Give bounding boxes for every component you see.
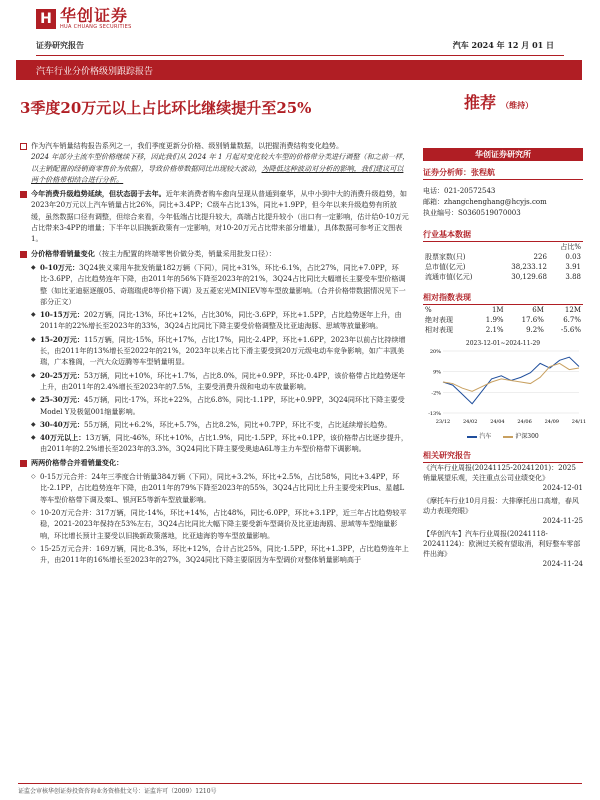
legend-label: 汽车 [479, 433, 492, 440]
analyst-title: 证券分析师：张程航 [423, 167, 583, 180]
table-cell [423, 242, 494, 252]
related-title: 相关研究报告 [423, 450, 583, 463]
series-banner: 汽车行业分价格级别跟踪报告 [16, 60, 582, 80]
table-cell: 1.9% [485, 316, 504, 324]
merged-text: 10-20万元合并：317万辆，同比-14%，环比+14%，占比48%，同比-6.0PP，环比+3.1PP，近三年占比趋势较平稳，2021-2023年保持在53%左右，3Q24占比同比大幅下降主要受新车型调价及比亚迪海鸥、思域等车型缩量影响，环比增长预计主要受以旧换新政策落地，比亚迪海豹等车型放量影响。 [40, 507, 407, 540]
report-title: 3季度20万元以上占比环比继续提升至25% [20, 99, 312, 117]
x-tick-label: 24/11 [571, 419, 587, 425]
table-row [423, 315, 583, 325]
performance-title: 相对指数表现 [423, 292, 583, 305]
price-tier-head: 分价格带看销量变化 [31, 248, 95, 258]
related-item[interactable]: 《汽车行业周报(20241125-20241201)：2025 销量展望乐观，关注重点公司业绩变化》 [423, 464, 576, 482]
table-cell: -5.6% [560, 326, 581, 334]
logo-cn: 华创证券 [60, 6, 129, 25]
table-cell: 3.88 [565, 273, 581, 281]
intro-text: 2024 年部分主流车型价格继续下移，因此我们从 2024 年 1 月起对变化较大车型的价格带分类进行调整（和之前一样，以主销配置的经销商零售价为依据），导致价格带数据同比出现较大波动， [31, 152, 410, 173]
tier-text: 202万辆，同比-13%，环比+12%，占比30%，同比-3.6PP，环比+1.5PP，占比趋势逐年上升，由2011年的22%增长至2023年的33%，3Q24占比同比下降主要受价格调整及比亚迪海豚、思域等放量影响。 [40, 310, 402, 331]
institute-banner: 华创证券研究所 [423, 148, 583, 161]
tier-head: 25-30万元： [40, 395, 84, 405]
table-cell: 0.03 [565, 253, 581, 261]
legend-swatch-icon [503, 436, 513, 438]
table-row [423, 325, 583, 335]
logo-text [60, 8, 132, 30]
tier-head: 30-40万元： [40, 419, 84, 429]
table-cell [494, 242, 549, 252]
merged-text: 0-15万元合并：24年三季度合计销量384万辆（下同），同比+3.2%，环比+2.5%，占比58%，同比+3.4PP，环比-2.1PP，占比趋势连年下降，由2011年的79%下降至2023年的55%，3Q24占比同比上升主要受宋Plus、星越L等车型价格带下调及秦L、银河E5等新车型放量影响。 [40, 472, 405, 504]
intro-paragraph-2 [31, 151, 410, 185]
related-date: 2024-12-01 [542, 484, 583, 492]
tier-item [18, 394, 410, 417]
legend-label: 沪深300 [515, 433, 539, 440]
merged-item [18, 543, 410, 566]
table-cell: 占比% [560, 243, 581, 251]
header-divider [36, 55, 564, 56]
related-item[interactable]: 【华创汽车】汽车行业周报(20241118-20241124)：欧洲过关税有望取消，利好整车零部件出海》 [423, 530, 581, 558]
upgrade-head: 今年消费升级趋势延续，但状态弱于去年。 [31, 189, 166, 199]
table-cell: % [425, 306, 432, 314]
merged-item [18, 471, 410, 505]
table-cell: 38,233.12 [511, 263, 547, 271]
tier-item [18, 432, 410, 455]
table-cell: 6.7% [563, 316, 581, 324]
logo-en: HUA CHUANG SECURITIES [60, 24, 132, 30]
y-tick-label: 9% [433, 369, 441, 376]
table-cell: 2.1% [485, 326, 504, 334]
table-cell: 相对表现 [425, 326, 453, 334]
basic-data-table [423, 242, 583, 282]
related-date: 2024-11-25 [542, 517, 583, 525]
legend-item [503, 431, 538, 440]
rating [464, 90, 533, 113]
intro-paragraph-1: 作为汽车销量结构报告系列之一，我们季度更新分价格、级别销量数据，以把握消费结构变化趋势。 [31, 141, 344, 150]
analyst-info [423, 186, 583, 219]
table-row [423, 272, 583, 282]
analyst-tel: 电话：021-20572543 [423, 187, 496, 195]
tier-text: 53万辆，同比+10%，环比+1.7%，占比8.0%，同比+0.9PP，环比-0.4PP，该价格带占比趋势逐年上升，由2011年的2.4%增长至2023年的7.5%，主要受消费升级和电动车放量影响。 [40, 370, 406, 391]
brand-logo [36, 8, 132, 30]
x-tick-label: 24/02 [462, 419, 478, 425]
main-body [18, 140, 410, 567]
tier-text: 3Q24狭义乘用车批发销量182万辆（下同），同比+31%，环比-6.1%，占比27%，同比+7.0PP，环比-3.6PP，占比趋势连年下降，由2011年的56%下降至2023年的21%，3Q24占比同比大幅增长主要受车型价格调整（如比亚迪驱逐舰05、奇瑞瑞虎8等价格下调）及五菱宏光MINIEV等车型放量影响。（合并价格带数据情况见下一部分正文） [40, 262, 406, 306]
related-date: 2024-11-24 [542, 560, 583, 568]
price-tier-bullet [18, 248, 410, 259]
tier-text: 45万辆，同比-17%，环比+22%，占比6.8%，同比-1.1PP，环比+0.9PP，3Q24同环比下降主要受Model Y及极氪001缩量影响。 [40, 395, 405, 416]
rating-main: 推荐 [464, 93, 497, 112]
y-tick-label: -2% [431, 390, 441, 397]
tier-text: 115万辆，同比-15%，环比+17%，占比17%，同比-2.4PP，环比+1.6PP，2023年以前占比持续增长，由2011年的13%增长至2022年的21%，2023年以来占比下滑主要受到20万元级电动车竞争影响，如广丰凯美瑞，广本雅阁，一汽大众迈腾等车型销量明显。 [40, 334, 406, 367]
table-cell: 流通市值(亿元) [425, 273, 473, 281]
intro-underlined: 为降低这种波动对分析的影响，我们建议可以两个价格带相结合进行分析。 [31, 163, 404, 184]
basic-data-title: 行业基本数据 [423, 229, 583, 242]
x-tick-label: 24/04 [490, 419, 505, 425]
tier-item [18, 334, 410, 368]
performance-table [423, 305, 583, 335]
x-tick-label: 24/09 [544, 419, 560, 425]
table-cell: 3.91 [565, 263, 581, 271]
table-cell: 17.6% [521, 316, 544, 324]
table-row [423, 252, 583, 262]
table-cell: 30,129.68 [511, 273, 547, 281]
table-cell: 总市值(亿元) [425, 263, 466, 271]
price-tier-text: （按主力配置的终端零售价做分类，销量采用批发口径）： [94, 248, 276, 258]
y-tick-label: 20% [429, 349, 441, 355]
sidebar [423, 148, 587, 572]
tier-text: 55万辆，同比+6.2%，环比+5.7%，占比8.2%，同比+0.7PP，环比不变，占比延续增长趋势。 [83, 419, 392, 429]
related-item[interactable]: 《摩托车行业10月月报：大排摩托出口高增，春风动力表现亮眼》 [423, 497, 579, 515]
tier-item [18, 309, 410, 332]
table-cell: 9.2% [526, 326, 544, 334]
table-row [423, 262, 583, 272]
x-tick-label: 23/12 [435, 419, 451, 425]
intro-bullet [18, 140, 410, 185]
industry-date: 汽车 2024 年 12 月 01 日 [452, 40, 554, 50]
related-list [423, 463, 583, 569]
rating-sub: （维持） [501, 100, 534, 110]
analyst-cert: 执业编号：S0360519070003 [423, 209, 521, 217]
tier-head: 40万元以上： [40, 433, 86, 443]
tier-item [18, 419, 410, 430]
chart-svg [423, 347, 587, 427]
table-header-row [423, 305, 583, 315]
table-cell: 12M [564, 306, 581, 314]
table-header-row [423, 242, 583, 252]
merged-item [18, 507, 410, 541]
tier-head: 20-25万元： [40, 370, 84, 380]
chart-legend [423, 431, 583, 440]
performance-chart [423, 340, 587, 440]
y-tick-label: -13% [428, 411, 441, 417]
merged-bullet [18, 457, 410, 468]
table-cell: 6M [532, 306, 544, 314]
tier-head: 10-15万元： [40, 310, 84, 320]
x-tick-label: 24/06 [517, 419, 532, 425]
analyst-email: 邮箱：zhangchenghang@hcyjs.com [423, 198, 547, 206]
merged-head: 两两价格带合并看销量变化： [31, 457, 124, 467]
table-cell: 1M [491, 306, 504, 314]
tier-head: 15-20万元： [40, 334, 84, 344]
tier-item [18, 370, 410, 393]
report-type: 证券研究报告 [36, 40, 84, 50]
legend-swatch-icon [467, 436, 477, 438]
table-cell: 股票家数(只) [425, 253, 466, 261]
series-line [443, 363, 579, 391]
tier-text: 13万辆，同比-46%，环比+10%，占比1.9%，同比-1.5PP，环比+0.1PP，该价格带占比逐步提升，由2011年的2.2%增长至2023年的3.3%，3Q24同比下降主要受奥迪A6L等主力车型价格带下调影响。 [40, 433, 408, 454]
table-cell: 绝对表现 [425, 316, 453, 324]
table-cell: 226 [533, 253, 547, 261]
merged-text: 15-25万元合并：169万辆，同比-8.3%，环比+12%，合计占比25%，同比-1.5PP，环比+1.3PP，占比趋势连年上升，由2011年的16%增长至2023年的27%，3Q24同比下降主要原因为车型调价对整体销量影响高于 [40, 543, 409, 565]
footer: 证监会审核华创证券投资咨询业务资格批文号：证监许可（2009）1210号 [18, 783, 582, 795]
tier-head: 0-10万元： [40, 262, 80, 272]
logo-mark-icon: H [36, 9, 56, 29]
tier-item [18, 262, 410, 307]
chart-title: 2023-12-01~2024-11-29 [465, 340, 541, 347]
upgrade-text: 近年来消费者购车愈向呈现从普通到豪华，从中小到中大的消费升级趋势，如2023年20万元以上汽车销量占比26%，同比+3.4PP；C级车占比13%，同比+1.9PP，但今年以来升级趋势有所放缓，虽然数据口径有调整，但综合来看，今年低端占比提升较大，高端占比提升较小（出口有一定影响，估计给0-10万元占比带来3-4PP的增量；下半年以旧换新政策有一定影响，对10-20万元占比带来部分增量），具体数据可参考正文图表1。 [31, 189, 409, 244]
upgrade-bullet [18, 188, 410, 244]
legend-item [467, 431, 491, 440]
